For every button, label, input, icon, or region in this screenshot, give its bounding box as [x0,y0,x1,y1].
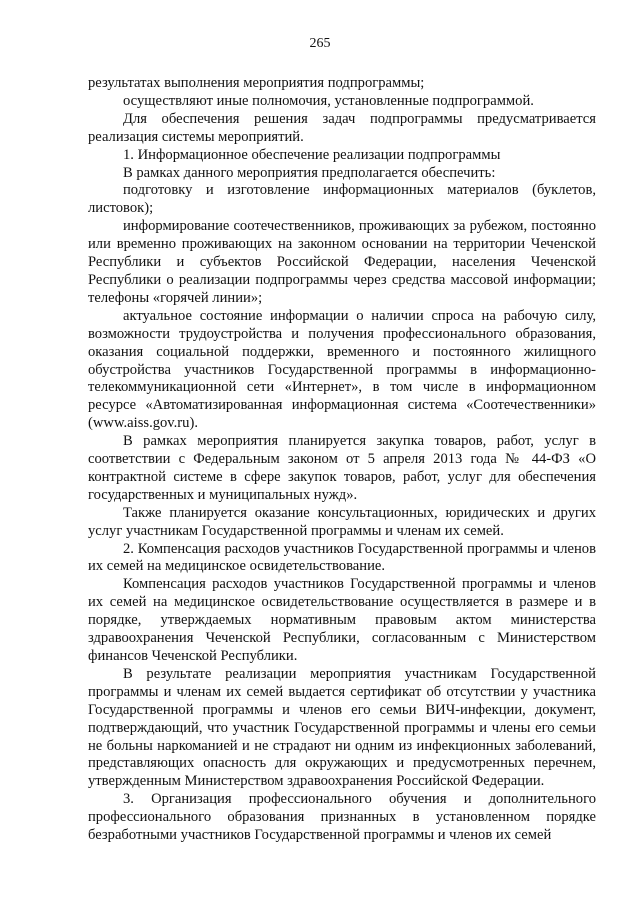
paragraph: Для обеспечения решения задач подпрограммы предусматривается реализация системы мероприятий. [88,110,596,145]
list-item: информирование соотечественников, проживающих за рубежом, постоянно или временно проживающих на законном основании на территории Чеченской Республики и субъектов Российской Федерации, населения Чеченской Республики о реализации подпрограммы через средства массовой информации; телефоны «горячей линии»; [88,218,596,306]
document-body [88,75,596,845]
paragraph: Также планируется оказание консультационных, юридических и других услуг участникам Государственной программы и членам их семей. [88,504,596,539]
section-heading: 2. Компенсация расходов участников Государственной программы и членов их семей на медицинское освидетельствование. [88,540,596,575]
list-item: подготовку и изготовление информационных материалов (буклетов, листовок); [88,182,596,217]
paragraph: Компенсация расходов участников Государственной программы и членов их семей на медицинское освидетельствование осуществляется в размере и в порядке, утверждаемых нормативным правовым актом министерства здравоохранения Чеченской Республики, согласованным с Министерством финансов Чеченской Республики. [88,576,596,664]
paragraph: В результате реализации мероприятия участникам Государственной программы и членам их семей выдается сертификат об отсутствии у участника Государственной программы и членов его семьи ВИЧ-инфекции, документ, подтверждающий, что участник Государственной программы и члены его семьи не больны наркоманией и не страдают ни одним из инфекционных заболеваний, представляющих опасность для окружающих и предусмотренных перечнем, утвержденным Министерством здравоохранения Российской Федерации. [88,665,596,790]
section-heading: 1. Информационное обеспечение реализации подпрограммы [123,146,501,163]
paragraph: В рамках данного мероприятия предполагается обеспечить: [123,164,496,181]
page-number: 265 [309,36,331,51]
paragraph: результатах выполнения мероприятия подпрограммы; [88,75,425,91]
paragraph: В рамках мероприятия планируется закупка товаров, работ, услуг в соответствии с Федеральным законом от 5 апреля 2013 года № 44-ФЗ «О контрактной системе в сфере закупок товаров, работ, услуг для обеспечения государственных и муниципальных нужд». [88,433,596,503]
section-heading: 3. Организация профессионального обучения и дополнительного профессионального образования признанных в установленном порядке безработными участников Государственной программы и членов их семей [88,791,596,844]
list-item: актуальное состояние информации о наличии спроса на рабочую силу, возможности трудоустройства и получения профессионального образования, оказания социальной поддержки, временного и постоянного жилищного обустройства участников Государственной программы в информационно-телекоммуникационной сети «Интернет», в том числе в информационном ресурсе «Автоматизированная информационная система «Соотечественники» (www.aiss.gov.ru). [88,307,596,432]
paragraph: осуществляют иные полномочия, установленные подпрограммой. [123,92,534,109]
